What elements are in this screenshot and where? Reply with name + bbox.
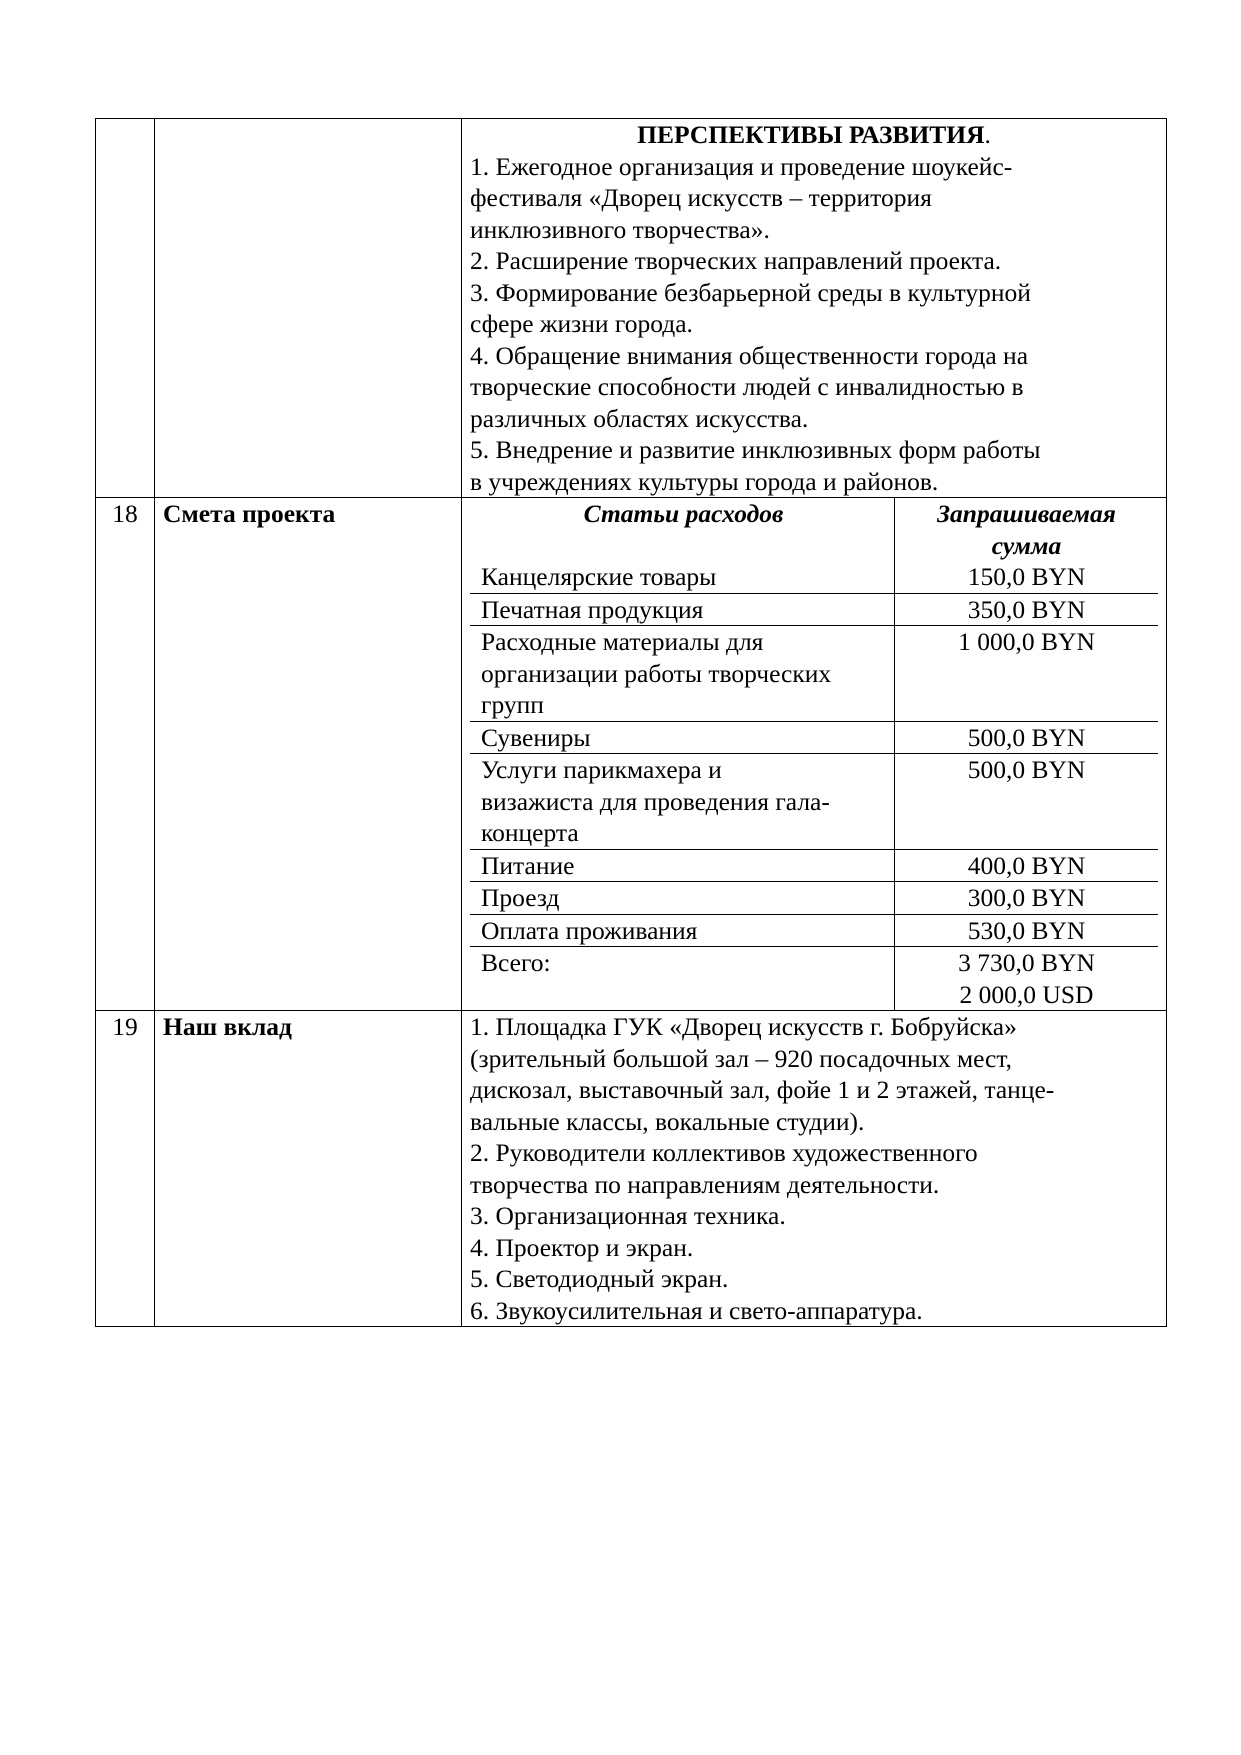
- row-number: 18: [96, 498, 155, 1011]
- budget-header-item: Статьи расходов: [470, 498, 895, 561]
- perspective-item: 2. Расширение творческих направлений проекта.: [470, 246, 1002, 275]
- budget-amount: 300,0 BYN: [895, 882, 1159, 915]
- contribution-line: творчества по направлениям деятельности.: [470, 1169, 940, 1199]
- budget-row: [470, 947, 1158, 1011]
- contribution-line: 3. Организационная техника.: [470, 1201, 786, 1230]
- budget-item: Канцелярские товары: [470, 561, 895, 593]
- contribution-line: 4. Проектор и экран.: [470, 1232, 694, 1262]
- budget-row: [470, 721, 1158, 754]
- document-page: [95, 118, 1167, 1327]
- table-row-19: [96, 1011, 1167, 1327]
- budget-header-row: [470, 498, 1158, 561]
- contribution-line: вальные классы, вокальные студии).: [470, 1106, 865, 1136]
- budget-header-amount: Запрашиваемая сумма: [895, 498, 1159, 561]
- budget-item: Сувениры: [470, 721, 895, 754]
- table-row-18: [96, 498, 1167, 1011]
- budget-table: [470, 498, 1158, 1010]
- perspective-item: 4. Обращение внимания общественности города на творческие способности людей с инвалидностью в различных областях искусства.: [470, 340, 1029, 433]
- budget-item: Питание: [470, 849, 895, 882]
- row-label: Смета проекта: [155, 498, 462, 1011]
- contribution-cell: [462, 1011, 1167, 1327]
- budget-amount: 150,0 BYN: [895, 561, 1159, 593]
- row-number-cell: [96, 119, 155, 498]
- perspective-item: 3. Формирование безбарьерной среды в культурной сфере жизни города.: [470, 277, 1031, 338]
- perspectives-list: [470, 151, 1158, 498]
- budget-amount: 530,0 BYN: [895, 914, 1159, 947]
- budget-amount: 1 000,0 BYN: [895, 626, 1159, 722]
- contribution-line: 5. Светодиодный экран.: [470, 1264, 729, 1293]
- budget-item: Оплата проживания: [470, 914, 895, 947]
- budget-row: [470, 754, 1158, 850]
- perspectives-title: ПЕРСПЕКТИВЫ РАЗВИТИЯ.: [637, 120, 991, 149]
- table-row-perspectives: [96, 119, 1167, 498]
- perspectives-cell: [462, 119, 1167, 498]
- budget-item: Услуги парикмахера и визажиста для проведения гала- концерта: [470, 754, 895, 850]
- contribution-line: 2. Руководители коллективов художественного: [470, 1138, 978, 1167]
- perspective-item: 1. Ежегодное организация и проведение шоукейс- фестиваля «Дворец искусств – территория инклюзивного творчества».: [470, 151, 1013, 244]
- budget-row: [470, 626, 1158, 722]
- contribution-list: [470, 1011, 1158, 1326]
- contribution-line: дискозал, выставочный зал, фойе 1 и 2 этажей, танце-: [470, 1075, 1055, 1104]
- budget-row: [470, 593, 1158, 626]
- budget-row: [470, 849, 1158, 882]
- budget-item: Всего:: [470, 947, 895, 1011]
- contribution-line: 6. Звукоусилительная и свето-аппаратура.: [470, 1295, 923, 1325]
- project-table: [95, 118, 1167, 1327]
- contribution-line: 1. Площадка ГУК «Дворец искусств г. Бобруйска»: [470, 1012, 1017, 1041]
- budget-item: Печатная продукция: [470, 593, 895, 626]
- contribution-line: (зрительный большой зал – 920 посадочных мест,: [470, 1043, 1012, 1073]
- budget-row: [470, 561, 1158, 593]
- budget-amount: 500,0 BYN: [895, 721, 1159, 754]
- budget-amount: 500,0 BYN: [895, 754, 1159, 850]
- row-label: Наш вклад: [155, 1011, 462, 1327]
- budget-cell: [462, 498, 1167, 1011]
- row-number: 19: [96, 1011, 155, 1327]
- budget-row: [470, 914, 1158, 947]
- budget-item: Проезд: [470, 882, 895, 915]
- perspective-item: 5. Внедрение и развитие инклюзивных форм работы в учреждениях культуры города и районов.: [470, 435, 1041, 496]
- budget-amount: 3 730,0 BYN 2 000,0 USD: [895, 947, 1159, 1011]
- budget-amount: 350,0 BYN: [895, 593, 1159, 626]
- budget-amount: 400,0 BYN: [895, 849, 1159, 882]
- budget-row: [470, 882, 1158, 915]
- row-label-cell: [155, 119, 462, 498]
- budget-item: Расходные материалы для организации работы творческих групп: [470, 626, 895, 722]
